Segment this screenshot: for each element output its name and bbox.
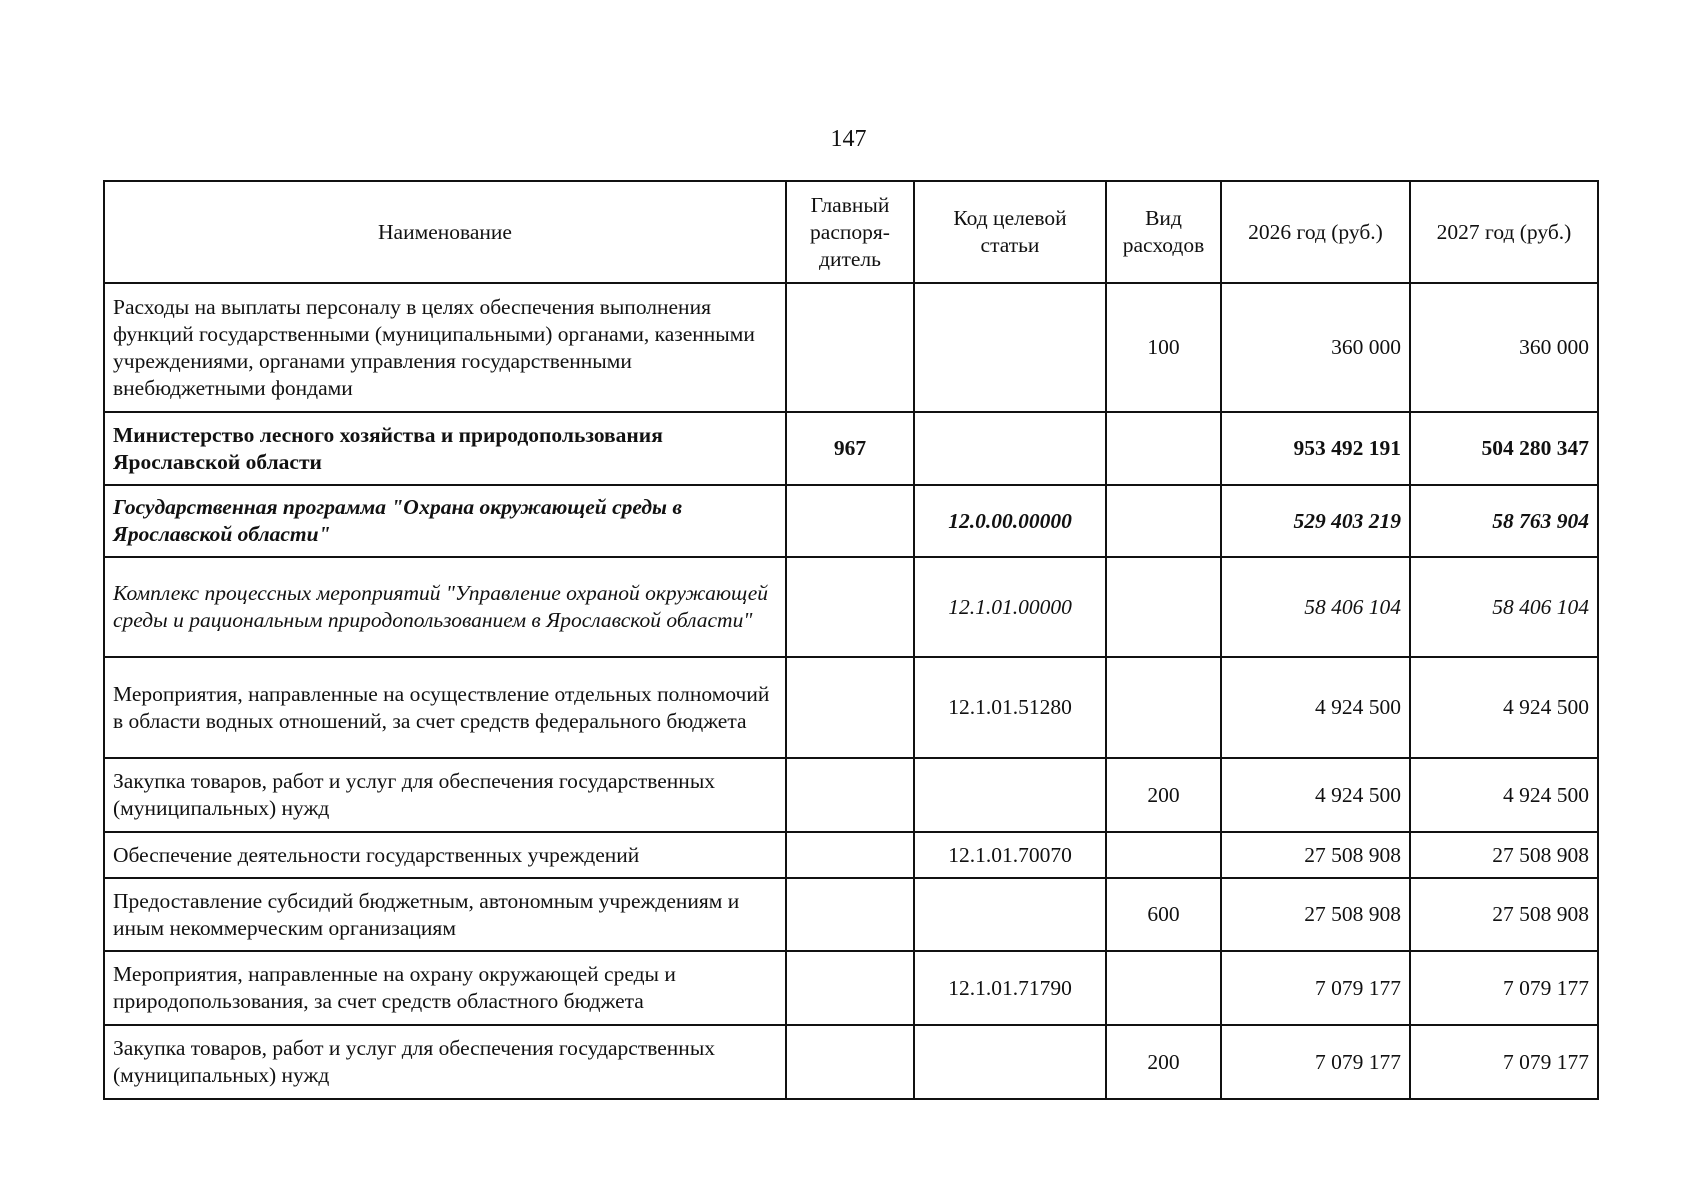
- row-2026: 58 406 104: [1221, 557, 1410, 657]
- page-number: 147: [830, 126, 867, 152]
- row-2027: 360 000: [1410, 283, 1598, 412]
- row-vid: [1106, 557, 1221, 657]
- row-2027: 7 079 177: [1410, 951, 1598, 1025]
- row-vid: [1106, 832, 1221, 878]
- row-2026: 529 403 219: [1221, 485, 1410, 557]
- row-code: 12.1.01.00000: [914, 557, 1106, 657]
- table-row: [104, 412, 1598, 485]
- table-row: [104, 657, 1598, 758]
- row-grs: [786, 485, 914, 557]
- header-name: Наименование: [104, 181, 786, 283]
- header-grs: Главный распоря-дитель: [786, 181, 914, 283]
- header-2026: 2026 год (руб.): [1221, 181, 1410, 283]
- row-vid: 600: [1106, 878, 1221, 951]
- row-name: Комплекс процессных мероприятий "Управление охраной окружающей среды и рациональным природопользованием в Ярославской области": [104, 557, 786, 657]
- row-2026: 7 079 177: [1221, 1025, 1410, 1099]
- row-2026: 27 508 908: [1221, 832, 1410, 878]
- row-2027: 504 280 347: [1410, 412, 1598, 485]
- row-code: [914, 878, 1106, 951]
- row-vid: [1106, 412, 1221, 485]
- row-2027: 4 924 500: [1410, 657, 1598, 758]
- row-name: Закупка товаров, работ и услуг для обеспечения государственных (муниципальных) нужд: [104, 1025, 786, 1099]
- table-row: [104, 283, 1598, 412]
- row-name: Мероприятия, направленные на осуществление отдельных полномочий в области водных отношений, за счет средств федерального бюджета: [104, 657, 786, 758]
- row-name: Государственная программа "Охрана окружающей среды в Ярославской области": [104, 485, 786, 557]
- row-code: [914, 283, 1106, 412]
- row-grs: [786, 557, 914, 657]
- row-code: [914, 412, 1106, 485]
- row-code: 12.1.01.71790: [914, 951, 1106, 1025]
- row-name: Закупка товаров, работ и услуг для обеспечения государственных (муниципальных) нужд: [104, 758, 786, 832]
- row-code: 12.1.01.51280: [914, 657, 1106, 758]
- row-code: 12.1.01.70070: [914, 832, 1106, 878]
- row-grs: [786, 951, 914, 1025]
- row-code: [914, 758, 1106, 832]
- row-2027: 4 924 500: [1410, 758, 1598, 832]
- row-name: Предоставление субсидий бюджетным, автономным учреждениям и иным некоммерческим организациям: [104, 878, 786, 951]
- table-row: [104, 485, 1598, 557]
- row-vid: [1106, 657, 1221, 758]
- row-2026: 7 079 177: [1221, 951, 1410, 1025]
- row-grs: [786, 832, 914, 878]
- row-vid: 200: [1106, 1025, 1221, 1099]
- row-2026: 27 508 908: [1221, 878, 1410, 951]
- row-grs: [786, 878, 914, 951]
- row-name: Обеспечение деятельности государственных учреждений: [104, 832, 786, 878]
- table-row: [104, 951, 1598, 1025]
- row-name: Министерство лесного хозяйства и природопользования Ярославской области: [104, 412, 786, 485]
- row-vid: [1106, 951, 1221, 1025]
- table-row: [104, 832, 1598, 878]
- row-2026: 953 492 191: [1221, 412, 1410, 485]
- row-grs: [786, 1025, 914, 1099]
- row-2027: 58 406 104: [1410, 557, 1598, 657]
- budget-table: [103, 180, 1599, 1100]
- row-vid: 200: [1106, 758, 1221, 832]
- row-grs: [786, 657, 914, 758]
- table-row: [104, 878, 1598, 951]
- row-vid: [1106, 485, 1221, 557]
- header-2027: 2027 год (руб.): [1410, 181, 1598, 283]
- row-2026: 4 924 500: [1221, 758, 1410, 832]
- row-2026: 360 000: [1221, 283, 1410, 412]
- table-row: [104, 758, 1598, 832]
- row-2026: 4 924 500: [1221, 657, 1410, 758]
- table-row: [104, 557, 1598, 657]
- row-grs: 967: [786, 412, 914, 485]
- row-name: Расходы на выплаты персоналу в целях обеспечения выполнения функций государственными (муниципальными) органами, казенными учреждениями, органами управления государственными внебюджетными фондами: [104, 283, 786, 412]
- table-row: [104, 1025, 1598, 1099]
- row-2027: 27 508 908: [1410, 878, 1598, 951]
- row-code: 12.0.00.00000: [914, 485, 1106, 557]
- header-code: Код целевой статьи: [914, 181, 1106, 283]
- row-name: Мероприятия, направленные на охрану окружающей среды и природопользования, за счет средств областного бюджета: [104, 951, 786, 1025]
- row-2027: 27 508 908: [1410, 832, 1598, 878]
- row-code: [914, 1025, 1106, 1099]
- row-vid: 100: [1106, 283, 1221, 412]
- row-grs: [786, 283, 914, 412]
- row-grs: [786, 758, 914, 832]
- row-2027: 7 079 177: [1410, 1025, 1598, 1099]
- row-2027: 58 763 904: [1410, 485, 1598, 557]
- header-vid: Вид расходов: [1106, 181, 1221, 283]
- header-row: [104, 181, 1598, 283]
